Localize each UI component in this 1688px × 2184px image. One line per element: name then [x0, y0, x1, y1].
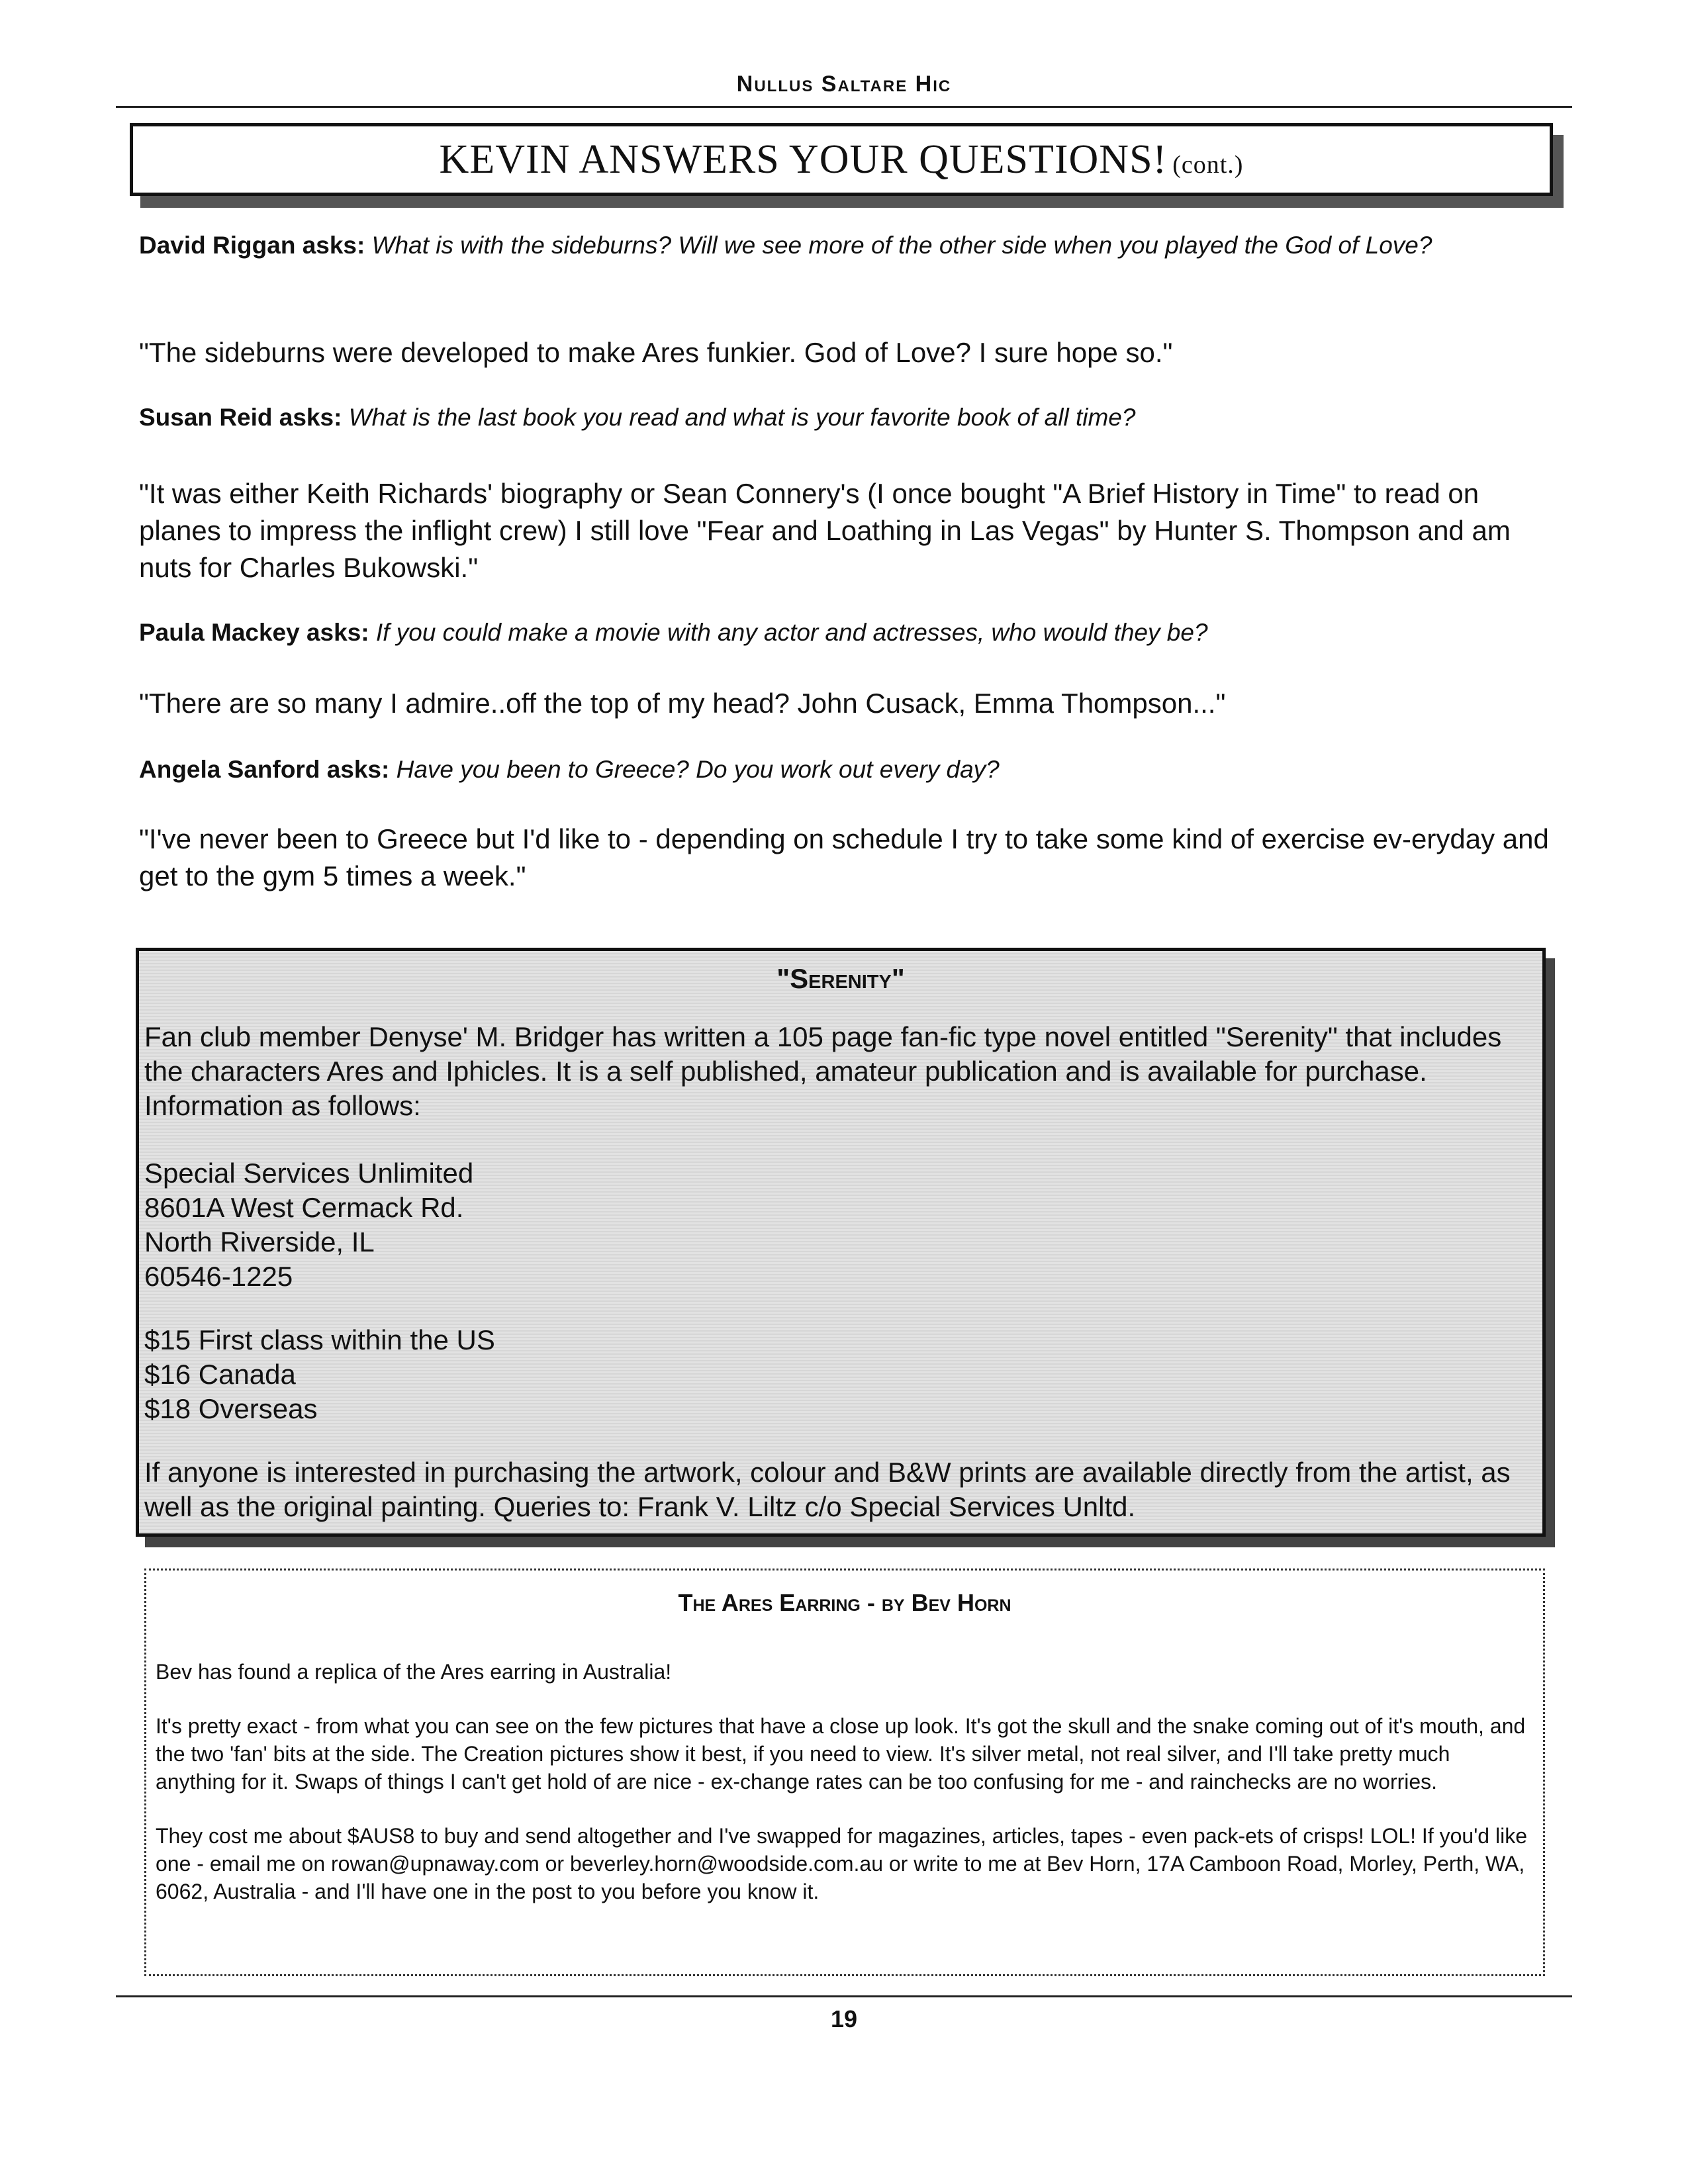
- asker: David Riggan asks:: [139, 232, 365, 259]
- earring-title: The Ares Earring - by Bev Horn: [678, 1589, 1011, 1616]
- address-line: North Riverside, IL: [144, 1226, 375, 1257]
- answer-3: "There are so many I admire..off the top of my head? John Cusack, Emma Thompson...": [139, 688, 1226, 719]
- answer-1: "The sideburns were developed to make Ares funkier. God of Love? I sure hope so.": [139, 337, 1173, 368]
- price-line: $16 Canada: [144, 1359, 296, 1390]
- header-rule: [116, 106, 1572, 108]
- page-title: [133, 126, 1550, 198]
- serenity-intro: Fan club member Denyse' M. Bridger has written a 105 page fan-fic type novel entitled "Serenity" that includes the characters Ares and Iphicles. It is a self published, amateur publication and is available for purchase. Information as follows:: [144, 1021, 1502, 1121]
- title-cont: (cont.): [1172, 151, 1244, 179]
- price-line: $15 First class within the US: [144, 1324, 495, 1355]
- question-text: What is with the sideburns? Will we see more of the other side when you played the God of Love?: [371, 232, 1432, 259]
- title-box: [130, 123, 1553, 196]
- question-text: What is the last book you read and what is your favorite book of all time?: [348, 404, 1136, 431]
- earring-box: [144, 1569, 1545, 1976]
- earring-p3: They cost me about $AUS8 to buy and send altogether and I've swapped for magazines, articles, tapes - even pack-ets of crisps! LOL! If you'd like one - email me on rowan@upnaway.com or beverley.horn@woodside.com.au or write to me at Bev Horn, 17A Camboon Road, Morley, Perth, WA, 6062, Australia - and I'll have one in the post to you before you know it.: [156, 1824, 1527, 1903]
- earring-p1: Bev has found a replica of the Ares earring in Australia!: [156, 1660, 672, 1684]
- address-line: Special Services Unlimited: [144, 1158, 474, 1189]
- asker: Angela Sanford asks:: [139, 756, 390, 783]
- address-line: 8601A West Cermack Rd.: [144, 1192, 464, 1223]
- serenity-box: [136, 948, 1546, 1537]
- footer-rule: [116, 1995, 1572, 1997]
- answer-4: "I've never been to Greece but I'd like to - depending on schedule I try to take some kind of exercise ev-eryday and get to the gym 5 times a week.": [139, 823, 1549, 891]
- serenity-outro: If anyone is interested in purchasing the artwork, colour and B&W prints are available directly from the artist, as well as the original painting. Queries to: Frank V. Liltz c/o Special Services Unltd.: [144, 1457, 1511, 1522]
- earring-p2: It's pretty exact - from what you can see on the few pictures that have a close up look. It's got the skull and the snake coming out of it's mouth, and the two 'fan' bits at the side. The Creation pictures show it best, if you need to view. It's silver metal, not real silver, and I'll take pretty much anything for it. Swaps of things I can't get hold of are nice - ex-change rates can be too confusing for me - and rainchecks are no worries.: [156, 1714, 1526, 1794]
- address-line: 60546-1225: [144, 1261, 293, 1292]
- asker: Paula Mackey asks:: [139, 619, 369, 646]
- running-head: Nullus Saltare Hic: [736, 71, 952, 97]
- price-line: $18 Overseas: [144, 1393, 318, 1424]
- question-4: [139, 752, 1529, 787]
- answer-2: "It was either Keith Richards' biography or Sean Connery's (I once bought "A Brief History in Time" to read on planes to impress the inflight crew) I still love "Fear and Loathing in Las Vegas" by Hunter S. Thompson and am nuts for Charles Bukowski.": [139, 478, 1511, 583]
- question-text: Have you been to Greece? Do you work out every day?: [396, 756, 1000, 783]
- serenity-title: "Serenity": [776, 963, 905, 994]
- question-text: If you could make a movie with any actor and actresses, who would they be?: [375, 619, 1208, 646]
- question-3: [139, 615, 1529, 650]
- question-1: [139, 228, 1529, 263]
- title-main: KEVIN ANSWERS YOUR QUESTIONS!: [439, 137, 1168, 182]
- page-number: 19: [830, 2005, 858, 2032]
- question-2: [139, 400, 1529, 435]
- asker: Susan Reid asks:: [139, 404, 342, 431]
